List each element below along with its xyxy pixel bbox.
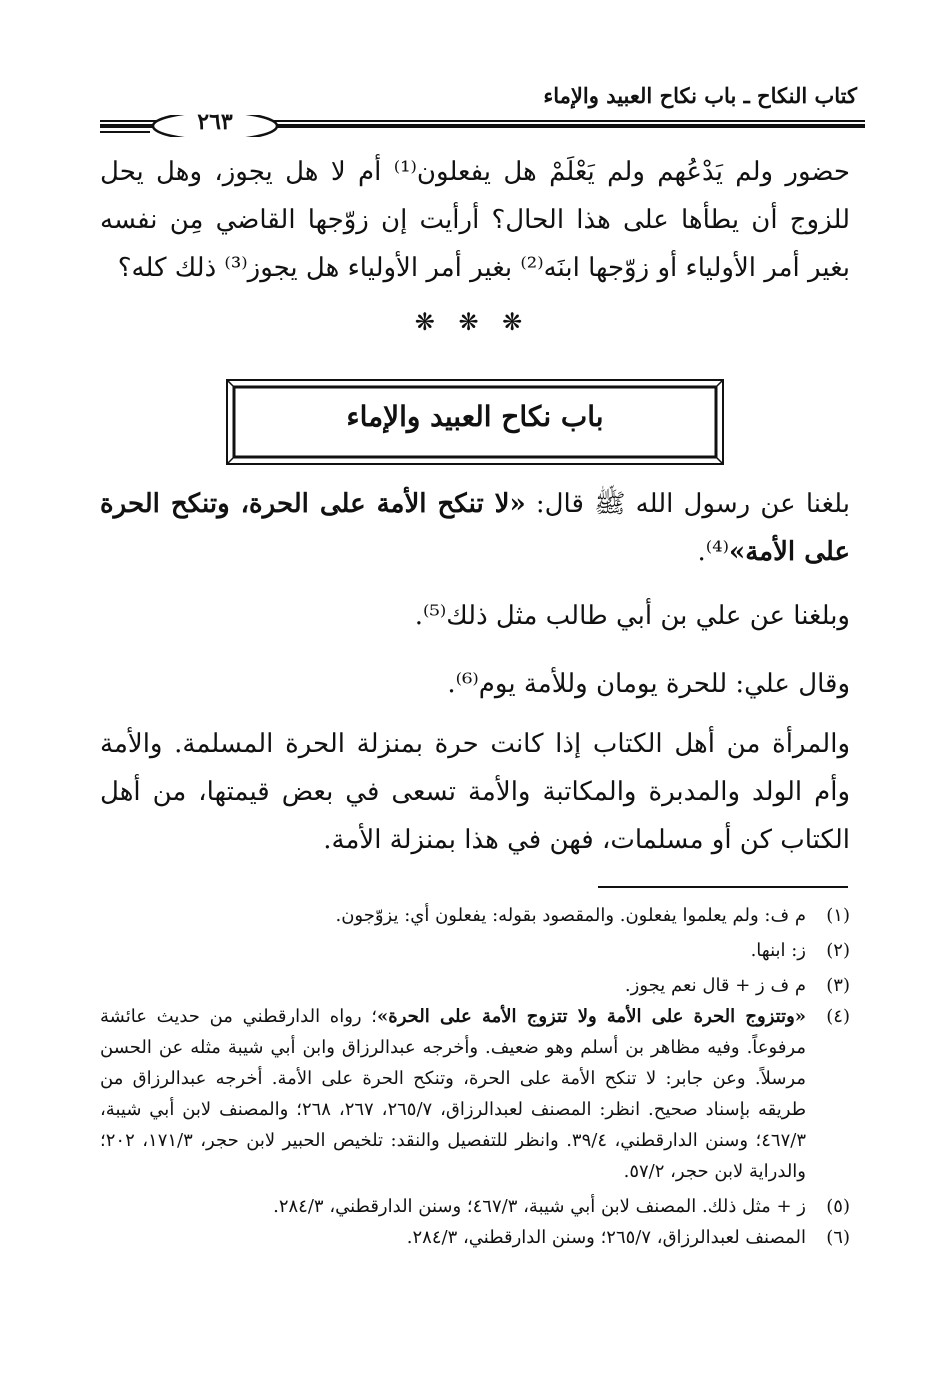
section-divider-stars: ❋ ❋ ❋ bbox=[414, 308, 531, 336]
footnotes bbox=[100, 900, 850, 1253]
hadith-intro: بلغنا عن رسول الله ﷺ قال: bbox=[525, 489, 850, 519]
page-number: ٢٦٣ bbox=[197, 109, 233, 135]
footnote-text: المصنف لعبدالرزاق، ٢٦٥/٧؛ وسنن الدارقطني، ٢٨٤/٣. bbox=[406, 1227, 806, 1248]
page-header bbox=[100, 75, 865, 135]
paragraph-ali-report: وبلغنا عن علي بن أبي طالب مثل ذلك⁽⁵⁾. bbox=[414, 601, 850, 631]
paragraph-continuation: حضور ولم يَدْعُهم ولم يَعْلَمْ هل يفعلون⁽¹⁾ أم لا هل يجوز، وهل يحل للزوج أن يطأها على هذا الحال؟ أرأيت إن زوّجها القاضي مِن نفسه بغير أمر الأولياء أو زوّجها ابنَه⁽²⁾ بغير أمر الأولياء هل يجوز⁽³⁾ ذلك كله؟ bbox=[100, 157, 851, 283]
footnote-text: ز + مثل ذلك. المصنف لابن أبي شيبة، ٤٦٧/٣؛ وسنن الدارقطني، ٢٨٤/٣. bbox=[273, 1196, 806, 1217]
footnote-6 bbox=[100, 1222, 850, 1253]
footnote-number: (٢) bbox=[826, 940, 850, 961]
chapter-heading-box bbox=[225, 378, 725, 466]
footnote-number: (٤) bbox=[826, 1006, 850, 1027]
footnote-4 bbox=[100, 1001, 850, 1187]
footnote-3 bbox=[100, 970, 850, 1001]
footnote-number: (١) bbox=[826, 905, 850, 926]
footnote-text bbox=[100, 1001, 806, 1187]
footnote-text: ز: ابنها. bbox=[750, 940, 806, 961]
footnote-2 bbox=[100, 935, 850, 966]
paragraph-hadith bbox=[100, 480, 850, 576]
footnote-separator bbox=[598, 886, 848, 888]
footnote-body: ؛ رواه الدارقطني من حديث عائشة مرفوعاً. وفيه مظاهر بن أسلم وهو ضعيف. وأخرجه عبدالرزاق وابن أبي شيبة مثله عن الحسن مرسلاً. وعن جابر: لا تنكح الأمة على الحرة، وتنكح الحرة على الأمة. أخرجه عبدالرزاق من طريقه بإسناد صحيح. انظر: المصنف لعبدالرزاق، ٢٦٥/٧، ٢٦٧، ٢٦٨؛ والمصنف لابن أبي شيبة، ٤٦٧/٣؛ وسنن الدارقطني، ٣٩/٤. وانظر للتفصيل والنقد: تلخيص الحبير لابن حجر، ١٧١/٣، ٢٠٢؛ والدراية لابن حجر، ٥٧/٢. bbox=[100, 1006, 807, 1182]
hadith-quote: «لا تنكح الأمة على الحرة، وتنكح الحرة على الأمة» bbox=[100, 489, 850, 567]
footnote-number: (٦) bbox=[826, 1227, 850, 1248]
footnote-text: م ف: ولم يعلموا يفعلون. والمقصود بقوله: يفعلون أي: يزوّجون. bbox=[335, 905, 806, 926]
footnote-number: (٥) bbox=[826, 1196, 850, 1217]
footnote-number: (٣) bbox=[826, 975, 850, 996]
footnote-1 bbox=[100, 900, 850, 931]
footnote-text: م ف ز + قال نعم يجوز. bbox=[624, 975, 806, 996]
footnote-5 bbox=[100, 1191, 850, 1222]
footnote-bold-quote: «وتتزوج الحرة على الأمة ولا تتزوج الأمة على الحرة» bbox=[377, 1006, 807, 1027]
hadith-end: ⁽⁴⁾. bbox=[697, 537, 729, 567]
running-title: كتاب النكاح ـ باب نكاح العبيد والإماء bbox=[543, 83, 857, 108]
paragraph-ali-saying: وقال علي: للحرة يومان وللأمة يوم⁽⁶⁾. bbox=[447, 669, 850, 699]
paragraph-ahl-kitab: والمرأة من أهل الكتاب إذا كانت حرة بمنزلة الحرة المسلمة. والأمة وأم الولد والمدبرة والمكاتبة والأمة تسعى في بعض قيمتها، من أهل الكتاب كن أو مسلمات، فهن في هذا بمنزلة الأمة. bbox=[100, 729, 850, 855]
chapter-title: باب نكاح العبيد والإماء bbox=[346, 400, 604, 433]
